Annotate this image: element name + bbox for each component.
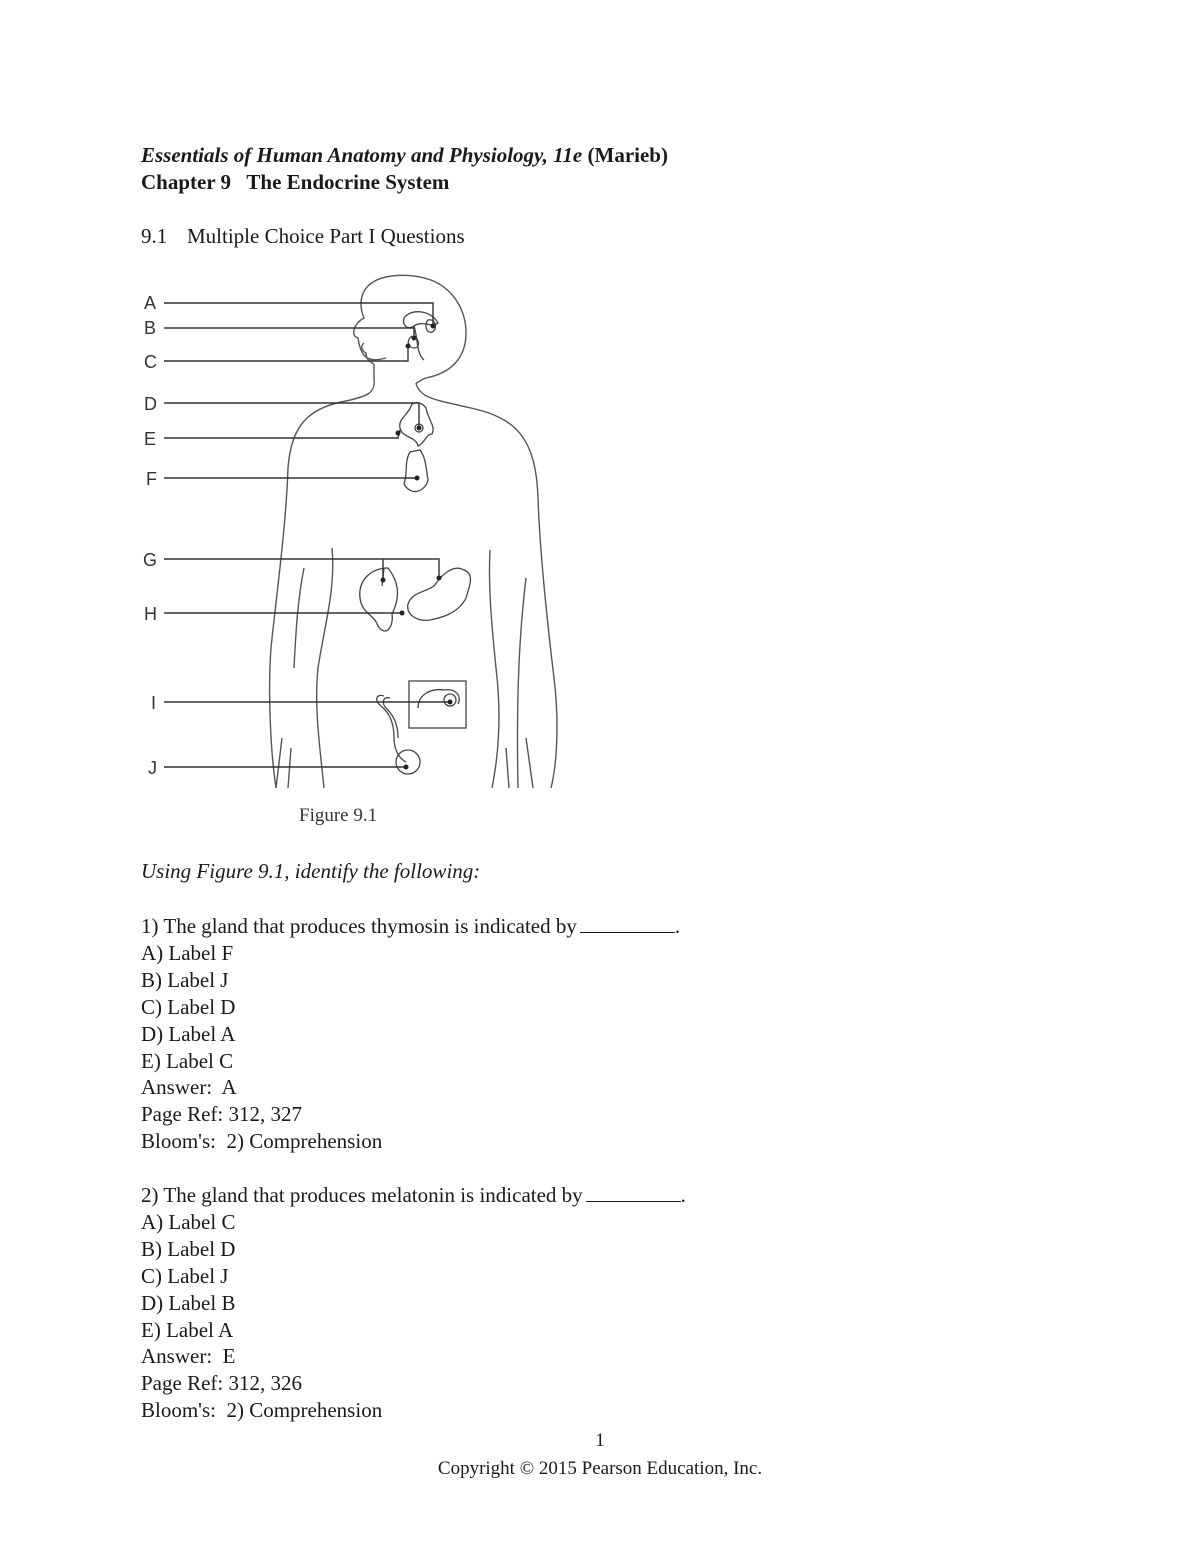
option-c: C) Label J <box>141 1263 229 1288</box>
document-header <box>141 142 1041 196</box>
chapter-title: The Endocrine System <box>246 170 450 194</box>
figure-label-i: I <box>151 693 157 713</box>
question-list <box>141 913 1041 1451</box>
page-number: 1 <box>595 1430 605 1451</box>
figure-label-g: G <box>143 550 158 570</box>
answer-blank <box>586 1182 681 1202</box>
figure-label-a: A <box>144 293 157 313</box>
author: (Marieb) <box>587 143 668 167</box>
answer-blank <box>580 913 675 933</box>
option-b: B) Label D <box>141 1236 236 1261</box>
endocrine-body-diagram <box>136 268 566 828</box>
blooms-line: Bloom's: 2) Comprehension <box>141 1398 383 1423</box>
section-number: 9.1 <box>141 224 168 248</box>
figure-label-h: H <box>144 604 157 624</box>
leader-lines <box>164 303 450 767</box>
blooms-line: Bloom's: 2) Comprehension <box>141 1129 383 1154</box>
figure-label-b: B <box>144 318 157 338</box>
option-d: D) Label A <box>141 1021 236 1046</box>
option-b: B) Label J <box>141 967 229 992</box>
answer-line: Answer: A <box>141 1075 237 1100</box>
figure-label-d: D <box>144 394 157 414</box>
book-title-line <box>141 142 1041 169</box>
option-a: A) Label C <box>141 1209 236 1234</box>
page-ref-line: Page Ref: 312, 326 <box>141 1371 302 1396</box>
question-stem: 1) The gland that produces thymosin is indicated by . <box>141 914 681 938</box>
figure-label-j: J <box>148 758 157 778</box>
chapter-line <box>141 169 1041 196</box>
chapter-label: Chapter 9 <box>141 170 232 194</box>
copyright-notice: Copyright © 2015 Pearson Education, Inc. <box>437 1458 763 1479</box>
option-e: E) Label A <box>141 1317 234 1342</box>
question-1 <box>141 913 1041 1155</box>
question-2 <box>141 1182 1041 1424</box>
option-e: E) Label C <box>141 1048 234 1073</box>
option-c: C) Label D <box>141 994 236 1019</box>
question-stem: 2) The gland that produces melatonin is indicated by . <box>141 1183 686 1208</box>
page-ref-line: Page Ref: 312, 327 <box>141 1102 302 1127</box>
figure-caption: Figure 9.1 <box>299 805 378 826</box>
section-title: Multiple Choice Part I Questions <box>187 224 465 248</box>
gland-shapes <box>360 312 471 774</box>
body-outline <box>270 275 557 788</box>
figure-label-c: C <box>144 352 157 372</box>
option-d: D) Label B <box>141 1290 236 1315</box>
figure-label-e: E <box>144 429 157 449</box>
section-heading <box>141 223 465 250</box>
book-title: Essentials of Human Anatomy and Physiology, 11e <box>141 143 583 167</box>
figure-endocrine-diagram <box>136 268 566 828</box>
figure-labels <box>143 293 157 778</box>
figure-label-f: F <box>146 469 157 489</box>
instructions: Using Figure 9.1, identify the following: <box>141 859 481 883</box>
option-a: A) Label F <box>141 940 234 965</box>
answer-line: Answer: E <box>141 1344 236 1369</box>
